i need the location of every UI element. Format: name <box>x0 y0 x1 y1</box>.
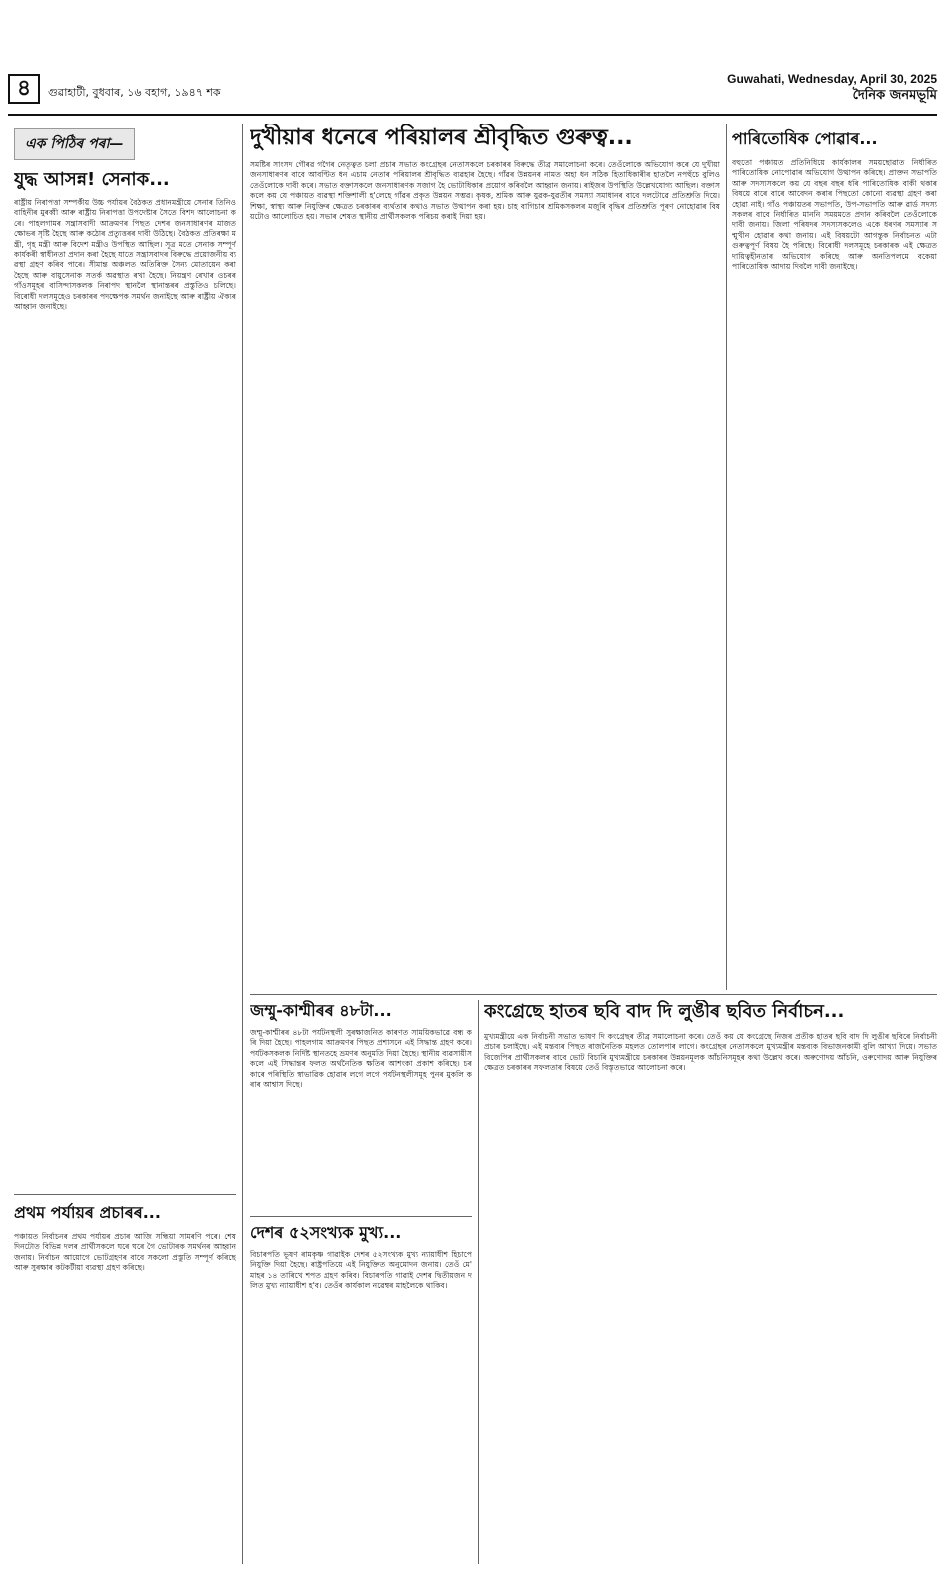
article-headline: দেশৰ ৫২সংখ্যক মুখ্য... <box>250 1223 402 1242</box>
paper-name: দৈনিক জনমভূমি <box>852 88 937 103</box>
article-headline: প্ৰথম পৰ্যায়ৰ প্ৰচাৰৰ... <box>14 1203 161 1222</box>
article-headline: কংগ্ৰেছে হাতৰ ছবি বাদ দি লুঙীৰ ছবিত নিৰ্বাচন... <box>484 1001 845 1022</box>
column-divider <box>726 124 727 990</box>
header-rule <box>8 114 937 116</box>
article-first-phase <box>14 1202 236 1558</box>
article-headline: জম্মু-কাশ্মীৰৰ ৪৮টা... <box>250 1001 392 1020</box>
page-number: ৪ <box>8 74 40 104</box>
article-jk <box>250 1000 472 1212</box>
dateline-assamese: গুৱাহাটী, বুধবাৰ, ১৬ বহাগ, ১৯৪৭ শক <box>48 86 221 99</box>
dateline-english: Guwahati, Wednesday, April 30, 2025 <box>727 72 937 86</box>
article-honorarium <box>732 128 937 990</box>
masthead-right <box>727 72 937 107</box>
article-body: মুখ্যমন্ত্ৰীয়ে এক নিৰ্বাচনী সভাত ভাষণ দি কংগ্ৰেছৰ তীব্ৰ সমালোচনা কৰে। তেওঁ কয় যে কংগ্ৰেছে নিজৰ প্ৰতীক হাতৰ ছবি বাদ দি লুঙীৰ ছবিৰে নিৰ্বাচনী প্ৰচাৰ চলাইছে। এই মন্তব্যৰ পিছত ৰাজনৈতিক মহলত তোলপাৰ লাগে। কংগ্ৰেছৰ নেতাসকলে মুখ্যমন্ত্ৰীৰ মন্তব্যক বিভাজনকামী বুলি আখ্যা দিয়ে। সভাত বিজেপিৰ প্ৰাৰ্থীসকলৰ বাবে ভোট বিচাৰি মুখ্যমন্ত্ৰীয়ে চৰকাৰৰ উন্নয়নমূলক আঁচনিসমূহৰ কথা উল্লেখ কৰে। অৰুণোদয় আঁচনি, ওৰুণোদয় আৰু নিযুক্তিৰ ক্ষেত্ৰত চৰকাৰৰ সফলতাৰ বিষয়ে তেওঁ বিস্তৃতভাৱে আলোচনা কৰে। <box>484 1032 937 1073</box>
article-body: বিচাৰপতি ভূষণ ৰামকৃষ্ণ গাৱাইক দেশৰ ৫২সংখ্যক মুখ্য ন্যায়াধীশ হিচাপে নিযুক্তি দিয়া হৈছে। ৰাষ্ট্ৰপতিয়ে এই নিযুক্তিত অনুমোদন জনায়। তেওঁ মে' মাহৰ ১৪ তাৰিখে শপত গ্ৰহণ কৰিব। বিচাৰপতি গাৱাই দেশৰ দ্বিতীয়জন দলিত মুখ্য ন্যায়াধীশ হ'ব। তেওঁৰ কাৰ্যকাল নৱেম্বৰ মাহলৈকে থাকিব। <box>250 1250 472 1291</box>
page-header <box>8 66 937 112</box>
article-body: সমষ্টিৰ সাংসদ গৌৰৱ গগৈৰ নেতৃত্বত চলা প্ৰচাৰ সভাত কংগ্ৰেছৰ নেতাসকলে চৰকাৰৰ বিৰুদ্ধে তীব্ৰ সমালোচনা কৰে। তেওঁলোকে অভিযোগ কৰে যে দুখীয়া জনসাধাৰণৰ বাবে আবণ্টিত ধন এচাম নেতাৰ পৰিয়ালৰ শ্ৰীবৃদ্ধিত ব্যৱহাৰ হৈছে। গাঁৱৰ উন্নয়নৰ নামত অহা ধন সঠিক হিতাধিকাৰীৰ হাতলৈ নপহুঁচে বুলিও তেওঁলোকে দাবী কৰে। সভাত বক্তাসকলে জনসাধাৰণক সজাগ হৈ ভোটাধিকাৰ প্ৰয়োগ কৰিবলৈ আহ্বান জনায়। ৰাইজৰ উপস্থিতি উল্লেখযোগ্য আছিল। বক্তাসকলে কয় যে পঞ্চায়ত ব্যৱস্থা শক্তিশালী হ'লেহে গাঁৱৰ প্ৰকৃত উন্নয়ন সম্ভৱ। কৃষক, শ্ৰমিক আৰু যুৱক-যুৱতীৰ সমস্যা সমাধানৰ বাবে দলটোৱে প্ৰতিশ্ৰুতি দিয়ে। শিক্ষা, স্বাস্থ্য আৰু নিযুক্তিৰ ক্ষেত্ৰত চৰকাৰৰ ব্যৰ্থতাৰ কথাও সভাত উত্থাপন কৰা হয়। চাহ বাগিচাৰ শ্ৰমিকসকলৰ মজুৰি বৃদ্ধিৰ প্ৰতিশ্ৰুতি পূৰণ নোহোৱাৰ বিষয়টোও আলোচিত হয়। সভাৰ শেষত স্থানীয় প্ৰাৰ্থীসকলক পৰিচয় কৰাই দিয়া হয়। <box>250 160 720 222</box>
article-congress <box>484 1000 937 1558</box>
article-body: ৰাষ্ট্ৰীয় নিৰাপত্তা সম্পৰ্কীয় উচ্চ পৰ্যায়ৰ বৈঠকত প্ৰধানমন্ত্ৰীয়ে সেনাৰ তিনিও বাহিনীৰ মুৰব্বী আৰু ৰাষ্ট্ৰীয় নিৰাপত্তা উপদেষ্টাৰ সৈতে বিশদ আলোচনা কৰে। পাহলগামৰ সন্ত্ৰাসবাদী আক্ৰমণৰ পিছত দেশৰ জনসাধাৰণৰ মাজত ক্ষোভৰ সৃষ্টি হৈছে আৰু কঠোৰ প্ৰত্যুত্তৰৰ দাবী উঠিছে। বৈঠকত প্ৰতিৰক্ষা মন্ত্ৰী, গৃহ মন্ত্ৰী আৰু বিদেশ মন্ত্ৰীও উপস্থিত আছিল। সূত্ৰ মতে সেনাক সম্পূৰ্ণ কাৰ্যকৰী স্বাধীনতা প্ৰদান কৰা হৈছে যাতে সন্ত্ৰাসবাদৰ বিৰুদ্ধে প্ৰয়োজনীয় ব্যৱস্থা গ্ৰহণ কৰিব পাৰে। সীমান্ত অঞ্চলত অতিৰিক্ত সৈন্য মোতায়েন কৰা হৈছে আৰু বায়ুসেনাক সতৰ্ক অৱস্থাত ৰখা হৈছে। নিয়ন্ত্ৰণ ৰেখাৰ ওচৰৰ গাঁওসমূহৰ বাসিন্দাসকলক নিৰাপদ স্থানলৈ স্থানান্তৰৰ প্ৰস্তুতিও চলিছে। বিৰোধী দলসমূহেও চৰকাৰৰ পদক্ষেপক সমৰ্থন জনাইছে আৰু ৰাষ্ট্ৰীয় ঐক্যৰ আহ্বান জনাইছে। <box>14 198 236 312</box>
article-body: বহুতো পঞ্চায়ত প্ৰতিনিধিয়ে কাৰ্যকালৰ সময়ছোৱাত নিৰ্ধাৰিত পাৰিতোষিক নোপোৱাৰ অভিযোগ উত্থাপন কৰিছে। প্ৰাক্তন সভাপতি আৰু সদস্যসকলে কয় যে বছৰ বছৰ ধৰি পাৰিতোষিক বাকী থকাৰ বিষয়ে বাৰে বাৰে আবেদন কৰাৰ পিছতো কোনো ব্যৱস্থা গ্ৰহণ কৰা হোৱা নাই। গাঁও পঞ্চায়তৰ সভাপতি, উপ-সভাপতি আৰু ৱাৰ্ড সদস্যসকলৰ বাবে নিৰ্ধাৰিত মাননি সময়মতে প্ৰদান কৰিবলৈ তেওঁলোকে দাবী জনায়। জিলা পৰিষদৰ সদস্যসকলেও একে ধৰণৰ সমস্যাৰ সন্মুখীন হোৱাৰ কথা জনায়। এই বিষয়টো আগন্তুক নিৰ্বাচনত এটা গুৰুত্বপূৰ্ণ বিষয় হৈ পৰিছে। বিৰোধী দলসমূহে চৰকাৰক এই ক্ষেত্ৰত দায়িত্বহীনতাৰ অভিযোগ কৰিছে আৰু অনতিপলমে বকেয়া পাৰিতোষিক আদায় দিবলৈ দাবী জনাইছে। <box>732 158 937 272</box>
continued-kicker: এক পিঠিৰ পৰা— <box>14 128 135 160</box>
divider <box>250 994 937 995</box>
column-divider <box>242 124 243 1564</box>
divider <box>14 1194 236 1195</box>
article-chief-justice <box>250 1222 472 1558</box>
divider <box>250 1216 472 1217</box>
article-headline: যুদ্ধ আসন্ন! সেনাক... <box>14 169 170 190</box>
article-war-imminent <box>14 128 236 1190</box>
article-body: পঞ্চায়ত নিৰ্বাচনৰ প্ৰথম পৰ্যায়ৰ প্ৰচাৰ আজি সন্ধিয়া সামৰণি পৰে। শেষ দিনটোত বিভিন্ন দলৰ প্ৰাৰ্থীসকলে ঘৰে ঘৰে গৈ ভোটাৰক সমৰ্থনৰ আহ্বান জনায়। নিৰ্বাচন আয়োগে ভোটগ্ৰহণৰ বাবে সকলো প্ৰস্তুতি সম্পূৰ্ণ কৰিছে আৰু সুৰক্ষাৰ কটকটীয়া ব্যৱস্থা গ্ৰহণ কৰিছে। <box>14 1232 236 1273</box>
main-headline: দুখীয়াৰ ধনেৰে পৰিয়ালৰ শ্ৰীবৃদ্ধিত গুৰুত্ব... <box>250 125 633 150</box>
article-main-body <box>250 160 720 990</box>
article-headline: পাৰিতোষিক পোৱাৰ... <box>732 129 878 148</box>
column-divider <box>478 1000 479 1564</box>
main-headline-wrap <box>250 124 720 152</box>
article-body: জম্মু-কাশ্মীৰৰ ৪৮টা পৰ্যটনস্থলী সুৰক্ষাজনিত কাৰণত সাময়িকভাৱে বন্ধ কৰি দিয়া হৈছে। পাহলগাম আক্ৰমণৰ পিছত প্ৰশাসনে এই সিদ্ধান্ত গ্ৰহণ কৰে। পৰ্যটকসকলক নিৰ্দিষ্ট স্থানতহে ভ্ৰমণৰ অনুমতি দিয়া হৈছে। স্থানীয় ব্যৱসায়ীসকলে এই সিদ্ধান্তৰ ফলত অৰ্থনৈতিক ক্ষতিৰ আশংকা প্ৰকাশ কৰিছে। চৰকাৰে পৰিস্থিতি স্বাভাৱিক হোৱাৰ লগে লগে পৰ্যটনস্থলীসমূহ পুনৰ মুকলি কৰাৰ আশ্বাস দিছে। <box>250 1028 472 1090</box>
